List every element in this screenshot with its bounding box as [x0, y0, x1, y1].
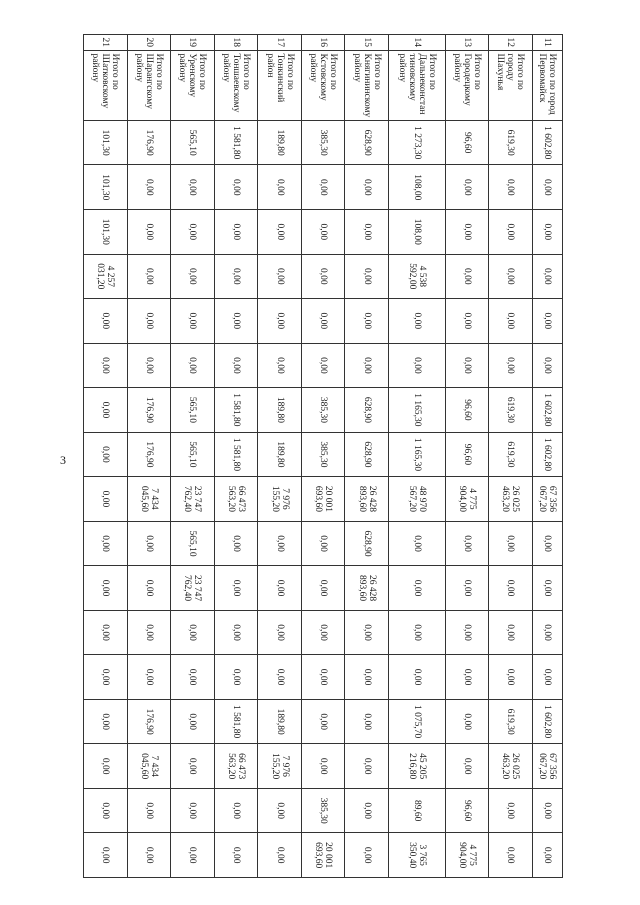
- row-number: 19: [171, 35, 215, 51]
- table-cell: 0,00: [127, 566, 171, 611]
- table-cell: 23 747 762,40: [171, 566, 215, 611]
- table-row: [127, 35, 171, 878]
- table-cell: 0,00: [127, 833, 171, 878]
- table-cell: 0,00: [345, 699, 389, 744]
- table-cell: 0,00: [445, 299, 489, 344]
- table-cell: 108,00: [388, 165, 445, 210]
- table-cell: 189,80: [258, 699, 302, 744]
- table-cell: 0,00: [258, 343, 302, 388]
- table-cell: 67 356 067,20: [532, 477, 562, 522]
- table-cell: 0,00: [214, 833, 258, 878]
- table-cell: 0,00: [301, 210, 345, 255]
- table-cell: 0,00: [345, 343, 389, 388]
- table-cell: 0,00: [214, 254, 258, 299]
- table-cell: 0,00: [445, 165, 489, 210]
- table-cell: 0,00: [214, 521, 258, 566]
- table-cell: 96,60: [445, 388, 489, 433]
- table-cell: 0,00: [84, 432, 128, 477]
- table-cell: 0,00: [489, 254, 533, 299]
- table-cell: 26 428 893,60: [345, 566, 389, 611]
- row-name: Итого по Уренскому району: [171, 50, 215, 120]
- row-name: Итого по городу Шахунья: [489, 50, 533, 120]
- table-cell: 0,00: [345, 655, 389, 700]
- table-cell: 565,10: [171, 521, 215, 566]
- table-cell: 1 165,30: [388, 388, 445, 433]
- table-cell: 0,00: [84, 744, 128, 789]
- table-cell: 26 025 463,20: [489, 744, 533, 789]
- table-cell: 0,00: [171, 655, 215, 700]
- table-cell: 0,00: [84, 833, 128, 878]
- table-cell: 26 025 463,20: [489, 477, 533, 522]
- table-cell: 385,30: [301, 788, 345, 833]
- table-cell: 0,00: [171, 299, 215, 344]
- table-cell: 23 747 762,40: [171, 477, 215, 522]
- page-number: 3: [60, 453, 66, 467]
- table-cell: 0,00: [84, 388, 128, 433]
- table-cell: 0,00: [489, 343, 533, 388]
- rotated-table: [83, 34, 563, 878]
- table-cell: 1 602,80: [532, 388, 562, 433]
- row-name: Итого по Княгининскому району: [345, 50, 389, 120]
- table-row: [345, 35, 389, 878]
- table-cell: 0,00: [345, 610, 389, 655]
- table-cell: 4 775 904,00: [445, 833, 489, 878]
- table-cell: 108,00: [388, 210, 445, 255]
- table-cell: 0,00: [301, 343, 345, 388]
- table-cell: 0,00: [345, 254, 389, 299]
- table-cell: 0,00: [84, 655, 128, 700]
- table-cell: 0,00: [84, 343, 128, 388]
- table-cell: 0,00: [489, 299, 533, 344]
- table-cell: 0,00: [532, 343, 562, 388]
- table-cell: 1 602,80: [532, 699, 562, 744]
- table-cell: 0,00: [445, 744, 489, 789]
- row-name: Итого по Тоншаевскому району: [214, 50, 258, 120]
- table-cell: 101,30: [84, 165, 128, 210]
- table-cell: 0,00: [388, 521, 445, 566]
- table-cell: 0,00: [171, 833, 215, 878]
- table-cell: 0,00: [127, 299, 171, 344]
- table-cell: 0,00: [489, 566, 533, 611]
- table-cell: 7 976 155,20: [258, 477, 302, 522]
- table-cell: 0,00: [258, 521, 302, 566]
- table-cell: 176,90: [127, 432, 171, 477]
- table-cell: 0,00: [489, 165, 533, 210]
- table-cell: 0,00: [127, 343, 171, 388]
- table-cell: 0,00: [127, 254, 171, 299]
- table-row: [532, 35, 562, 878]
- table-cell: 0,00: [532, 210, 562, 255]
- table-cell: 0,00: [171, 699, 215, 744]
- table-cell: 1 602,80: [532, 120, 562, 165]
- table-cell: 0,00: [258, 210, 302, 255]
- table-cell: 1 581,80: [214, 432, 258, 477]
- table-cell: 1 075,70: [388, 699, 445, 744]
- table-cell: 3 765 350,40: [388, 833, 445, 878]
- row-number: 17: [258, 35, 302, 51]
- table-cell: 619,30: [489, 432, 533, 477]
- table-cell: 66 473 563,20: [214, 477, 258, 522]
- table-row: [388, 35, 445, 878]
- table-cell: 0,00: [171, 744, 215, 789]
- table-cell: 0,00: [127, 610, 171, 655]
- table-cell: 619,30: [489, 388, 533, 433]
- table-cell: 565,10: [171, 388, 215, 433]
- table-cell: 0,00: [84, 699, 128, 744]
- table-cell: 101,30: [84, 120, 128, 165]
- table-cell: 628,90: [345, 521, 389, 566]
- table-cell: 0,00: [214, 610, 258, 655]
- table-cell: 0,00: [84, 477, 128, 522]
- table-cell: 385,30: [301, 432, 345, 477]
- table-cell: 0,00: [388, 299, 445, 344]
- table-cell: 66 473 563,20: [214, 744, 258, 789]
- table-cell: 7 434 045,60: [127, 477, 171, 522]
- table-cell: 0,00: [489, 610, 533, 655]
- table-cell: 0,00: [445, 210, 489, 255]
- table-cell: 45 205 216,80: [388, 744, 445, 789]
- table-cell: 0,00: [258, 833, 302, 878]
- table-cell: 628,90: [345, 120, 389, 165]
- row-number: 14: [388, 35, 445, 51]
- table-cell: 0,00: [214, 165, 258, 210]
- table-cell: 0,00: [214, 210, 258, 255]
- table-cell: 0,00: [258, 299, 302, 344]
- table-cell: 0,00: [445, 343, 489, 388]
- table-cell: 0,00: [84, 566, 128, 611]
- table-cell: 0,00: [532, 655, 562, 700]
- table-cell: 0,00: [171, 165, 215, 210]
- table-cell: 189,80: [258, 120, 302, 165]
- table-cell: 48 970 567,20: [388, 477, 445, 522]
- row-number: 13: [445, 35, 489, 51]
- table-cell: 0,00: [388, 566, 445, 611]
- table-cell: 0,00: [388, 610, 445, 655]
- table-row: [301, 35, 345, 878]
- table-cell: 0,00: [127, 788, 171, 833]
- table-cell: 0,00: [345, 833, 389, 878]
- table-row: [445, 35, 489, 878]
- table-cell: 67 356 067,20: [532, 744, 562, 789]
- table-cell: 0,00: [445, 699, 489, 744]
- table-cell: 0,00: [445, 566, 489, 611]
- table-cell: 619,30: [489, 120, 533, 165]
- table-cell: 628,90: [345, 432, 389, 477]
- table-cell: 0,00: [532, 299, 562, 344]
- row-name: Итого по Городецкому району: [445, 50, 489, 120]
- table-cell: 176,90: [127, 120, 171, 165]
- table-cell: 0,00: [388, 655, 445, 700]
- table-body: [84, 35, 563, 878]
- table-cell: 0,00: [301, 566, 345, 611]
- table-cell: 0,00: [489, 521, 533, 566]
- table-cell: 0,00: [214, 566, 258, 611]
- table-row: [258, 35, 302, 878]
- table-row: [84, 35, 128, 878]
- table-cell: 0,00: [171, 788, 215, 833]
- table-cell: 176,90: [127, 699, 171, 744]
- table-cell: 385,30: [301, 388, 345, 433]
- data-table: [83, 34, 563, 878]
- table-cell: 0,00: [532, 521, 562, 566]
- table-container: [83, 34, 563, 878]
- table-cell: 565,10: [171, 120, 215, 165]
- table-cell: 0,00: [532, 566, 562, 611]
- table-row: [214, 35, 258, 878]
- table-cell: 0,00: [489, 833, 533, 878]
- table-cell: 0,00: [301, 165, 345, 210]
- table-cell: 0,00: [84, 299, 128, 344]
- row-name: Итого по Дальнеконстантиновскому району: [388, 50, 445, 120]
- table-cell: 0,00: [84, 610, 128, 655]
- table-cell: 0,00: [345, 299, 389, 344]
- table-cell: 20 001 693,60: [301, 477, 345, 522]
- table-cell: 0,00: [301, 744, 345, 789]
- table-cell: 0,00: [489, 655, 533, 700]
- table-cell: 0,00: [489, 788, 533, 833]
- table-cell: 189,80: [258, 432, 302, 477]
- row-number: 15: [345, 35, 389, 51]
- table-cell: 0,00: [171, 254, 215, 299]
- table-row: [489, 35, 533, 878]
- table-cell: 0,00: [171, 210, 215, 255]
- table-cell: 0,00: [301, 299, 345, 344]
- table-cell: 89,60: [388, 788, 445, 833]
- table-cell: 96,60: [445, 432, 489, 477]
- table-cell: 0,00: [127, 521, 171, 566]
- table-cell: 0,00: [127, 165, 171, 210]
- table-cell: 0,00: [301, 699, 345, 744]
- table-cell: 0,00: [84, 788, 128, 833]
- table-cell: 1 581,80: [214, 699, 258, 744]
- table-cell: 0,00: [532, 788, 562, 833]
- row-name: Итого по Шатковскому району: [84, 50, 128, 120]
- table-cell: 101,30: [84, 210, 128, 255]
- table-cell: 0,00: [214, 655, 258, 700]
- table-cell: 628,90: [345, 388, 389, 433]
- table-cell: 7 976 155,20: [258, 744, 302, 789]
- table-cell: 0,00: [301, 610, 345, 655]
- table-cell: 0,00: [532, 254, 562, 299]
- table-cell: 0,00: [445, 521, 489, 566]
- table-cell: 0,00: [445, 254, 489, 299]
- table-cell: 385,30: [301, 120, 345, 165]
- table-cell: 189,80: [258, 388, 302, 433]
- table-cell: 0,00: [127, 210, 171, 255]
- table-cell: 0,00: [258, 610, 302, 655]
- table-cell: 0,00: [171, 343, 215, 388]
- table-cell: 0,00: [214, 343, 258, 388]
- row-name: Итого по Тонкинский район: [258, 50, 302, 120]
- table-cell: 0,00: [345, 788, 389, 833]
- row-number: 18: [214, 35, 258, 51]
- row-name: Итого по Шарангскому району: [127, 50, 171, 120]
- table-cell: 0,00: [84, 521, 128, 566]
- table-cell: 0,00: [301, 521, 345, 566]
- table-cell: 0,00: [258, 788, 302, 833]
- table-cell: 619,30: [489, 699, 533, 744]
- table-cell: 4 257 031,20: [84, 254, 128, 299]
- table-cell: 1 581,80: [214, 388, 258, 433]
- table-cell: 20 001 693,60: [301, 833, 345, 878]
- table-cell: 0,00: [214, 299, 258, 344]
- table-cell: 0,00: [489, 210, 533, 255]
- table-cell: 0,00: [258, 566, 302, 611]
- table-cell: 176,90: [127, 388, 171, 433]
- table-cell: 1 602,80: [532, 432, 562, 477]
- row-number: 16: [301, 35, 345, 51]
- table-cell: 96,60: [445, 120, 489, 165]
- table-cell: 7 434 045,60: [127, 744, 171, 789]
- table-cell: 0,00: [445, 655, 489, 700]
- row-number: 12: [489, 35, 533, 51]
- table-cell: 26 428 893,60: [345, 477, 389, 522]
- table-cell: 0,00: [258, 254, 302, 299]
- table-cell: 0,00: [171, 610, 215, 655]
- table-cell: 0,00: [301, 655, 345, 700]
- table-cell: 0,00: [214, 788, 258, 833]
- table-cell: 0,00: [127, 655, 171, 700]
- table-cell: 0,00: [345, 165, 389, 210]
- table-cell: 0,00: [301, 254, 345, 299]
- table-cell: 0,00: [345, 210, 389, 255]
- row-number: 21: [84, 35, 128, 51]
- table-cell: 0,00: [532, 165, 562, 210]
- row-name: Итого по Кстовскому району: [301, 50, 345, 120]
- table-cell: 0,00: [258, 165, 302, 210]
- table-cell: 1 581,80: [214, 120, 258, 165]
- table-cell: 0,00: [532, 833, 562, 878]
- table-row: [171, 35, 215, 878]
- table-cell: 0,00: [388, 343, 445, 388]
- table-cell: 1 165,30: [388, 432, 445, 477]
- table-cell: 0,00: [345, 744, 389, 789]
- table-cell: 4 775 904,00: [445, 477, 489, 522]
- table-cell: 565,10: [171, 432, 215, 477]
- row-number: 20: [127, 35, 171, 51]
- table-cell: 4 538 592,00: [388, 254, 445, 299]
- table-cell: 0,00: [445, 610, 489, 655]
- table-cell: 96,60: [445, 788, 489, 833]
- table-cell: 1 273,30: [388, 120, 445, 165]
- row-name: Итого по город Первомайск: [532, 50, 562, 120]
- row-number: 11: [532, 35, 562, 51]
- table-cell: 0,00: [532, 610, 562, 655]
- table-cell: 0,00: [258, 655, 302, 700]
